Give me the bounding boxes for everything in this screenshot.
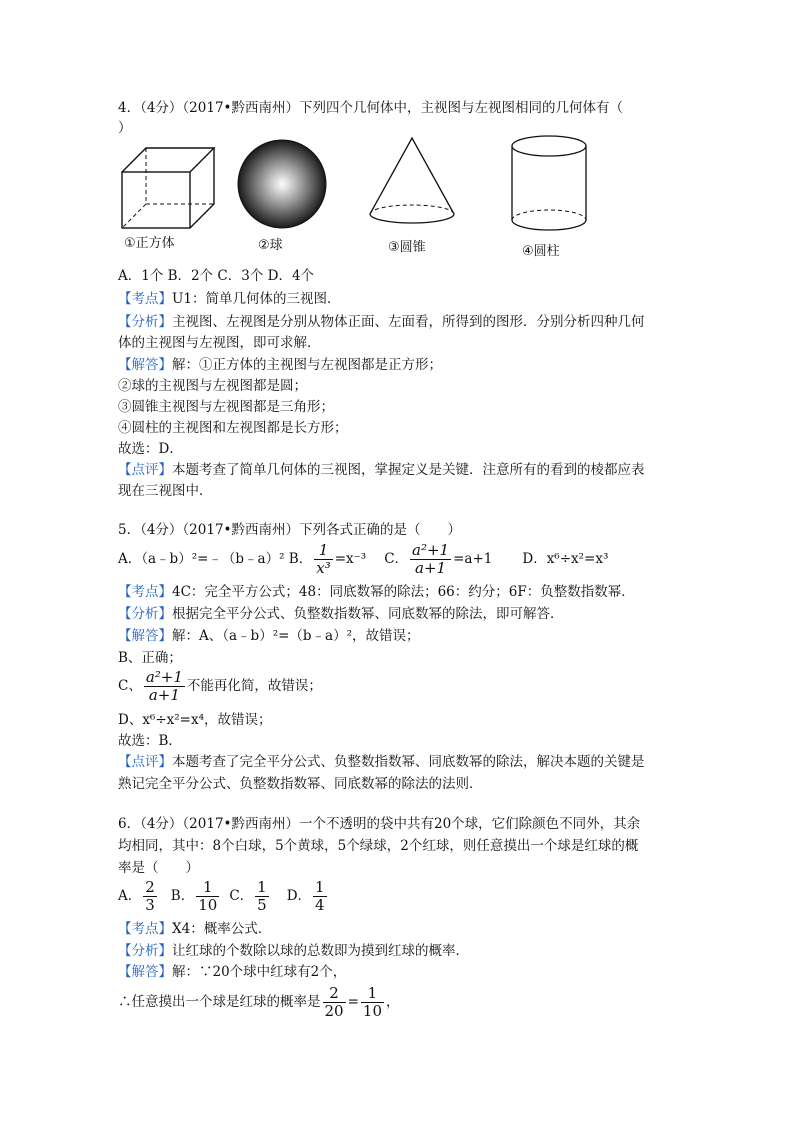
q4-stem-line1: 4．（4分）（2017•黔西南州）下列四个几何体中，主视图与左视图相同的几何体有（	[118, 100, 623, 116]
q6-stem-line2: 均相同，其中：8个白球，5个黄球，5个绿球，2个红球，则任意摸出一个球是红球的概	[118, 838, 639, 854]
q5-jieda-line1: 【解答】解：A、（a﹣b）²=（b﹣a）²，故错误；	[118, 628, 420, 644]
q6-optD-fraction: $\frac{1}{4}$	[315, 878, 325, 914]
q5-jieda-fraction: $\frac{\text{a²+1}}{a+1}$	[145, 668, 183, 704]
q5-optC-fraction: $\frac{\text{a²+1}}{a+1}$	[412, 541, 450, 577]
q6-optC-fraction: $\frac{1}{5}$	[257, 878, 267, 914]
q5-jieda-line2: B、正确；	[118, 650, 182, 666]
q6-options: A． $\frac{2}{3}$ B． $\frac{1}{10}$ C． $\frac{1}{5}$ D． $\frac{1}{4}$	[118, 878, 325, 914]
sphere-figure	[236, 138, 328, 230]
cylinder-label: ④圆柱	[522, 244, 560, 259]
cube-label: ①正方体	[124, 236, 175, 251]
q5-optB-fraction: $\frac{1}{\text{x³}}$	[316, 541, 331, 577]
q4-jieda-line5: 故选：D．	[118, 441, 183, 457]
q6-stem-line1: 6．（4分）（2017•黔西南州）一个不透明的袋中共有20个球，它们除颜色不同外，其余	[118, 816, 641, 832]
q4-figures	[118, 132, 618, 262]
q6-jieda-fraction-1: $\frac{2}{20}$	[324, 984, 344, 1020]
q6-jieda-line2: ∴任意摸出一个球是红球的概率是 $\frac{2}{20}$ = $\frac{1}{10}$ ，	[118, 984, 400, 1020]
cone-figure	[366, 134, 458, 230]
q6-optB-fraction: $\frac{1}{10}$	[198, 878, 218, 914]
q4-dianping-line1: 【点评】本题考查了简单几何体的三视图，掌握定义是关键．注意所有的看到的棱都应表	[118, 462, 645, 478]
q5-jieda-line3: C、 $\frac{\text{a²+1}}{a+1}$ 不能再化简，故错误；	[118, 668, 322, 704]
q5-dianping-line2: 熟记完全平分公式、负整数指数幂、同底数幂的除法的法则．	[118, 776, 483, 792]
q6-stem-line3: 率是（ ）	[118, 860, 199, 876]
q6-optA-fraction: $\frac{2}{3}$	[145, 878, 155, 914]
q4-fenxi-line2: 体的主视图与左视图，即可求解．	[118, 335, 321, 351]
q5-dianping-line1: 【点评】本题考查了完全平分公式、负整数指数幂、同底数幂的除法，解决本题的关键是	[118, 754, 645, 770]
q4-kaodian: 【考点】U1：简单几何体的三视图．	[118, 291, 341, 307]
q4-options: A．1个 B．2个 C．3个 D．4个	[118, 268, 315, 284]
dianping-tag: 【点评】	[118, 462, 172, 478]
q6-jieda-line1: 【解答】解：∵20个球中红球有2个，	[118, 964, 347, 980]
q5-jieda-line5: 故选：B．	[118, 733, 182, 749]
q4-fenxi-line1: 【分析】主视图、左视图是分别从物体正面、左面看，所得到的图形．分别分析四种几何	[118, 314, 645, 330]
q4-jieda-line4: ④圆柱的主视图和左视图都是长方形；	[118, 420, 348, 436]
q5-fenxi: 【分析】根据完全平分公式、负整数指数幂、同底数幂的除法，即可解答．	[118, 606, 564, 622]
q4-jieda-line1: 【解答】解：①正方体的主视图与左视图都是正方形；	[118, 357, 442, 373]
cone-label: ③圆锥	[388, 240, 426, 255]
q5-jieda-line4: D、x⁶÷x²=x⁴，故错误；	[118, 712, 272, 728]
jieda-tag: 【解答】	[118, 357, 172, 373]
q4-jieda-line3: ③圆锥主视图与左视图都是三角形；	[118, 399, 334, 415]
q5-kaodian: 【考点】4C：完全平方公式；48：同底数幂的除法；66：约分；6F：负整数指数幂．	[118, 584, 635, 600]
q6-kaodian: 【考点】X4：概率公式．	[118, 921, 272, 937]
kaodian-tag: 【考点】	[118, 291, 172, 307]
cylinder-figure	[508, 132, 590, 236]
q6-fenxi: 【分析】让红球的个数除以球的总数即为摸到红球的概率．	[118, 943, 469, 959]
q6-jieda-fraction-2: $\frac{1}{10}$	[362, 984, 382, 1020]
q5-options: A．（a﹣b）²=﹣（b﹣a）² B． $\frac{1}{\text{x³}}$ =x⁻³ C． $\frac{\text{a²+1}}{a+1}$ =a+1 D．x⁶÷x²=x³	[118, 541, 609, 577]
q5-stem: 5．（4分）（2017•黔西南州）下列各式正确的是（ ）	[118, 522, 461, 538]
q4-dianping-line2: 现在三视图中．	[118, 483, 213, 499]
q4-jieda-line2: ②球的主视图与左视图都是圆；	[118, 378, 307, 394]
fenxi-tag: 【分析】	[118, 314, 172, 330]
sphere-label: ②球	[258, 238, 283, 253]
q4-stem-line2: ）	[118, 120, 132, 136]
cube-figure	[118, 142, 218, 232]
